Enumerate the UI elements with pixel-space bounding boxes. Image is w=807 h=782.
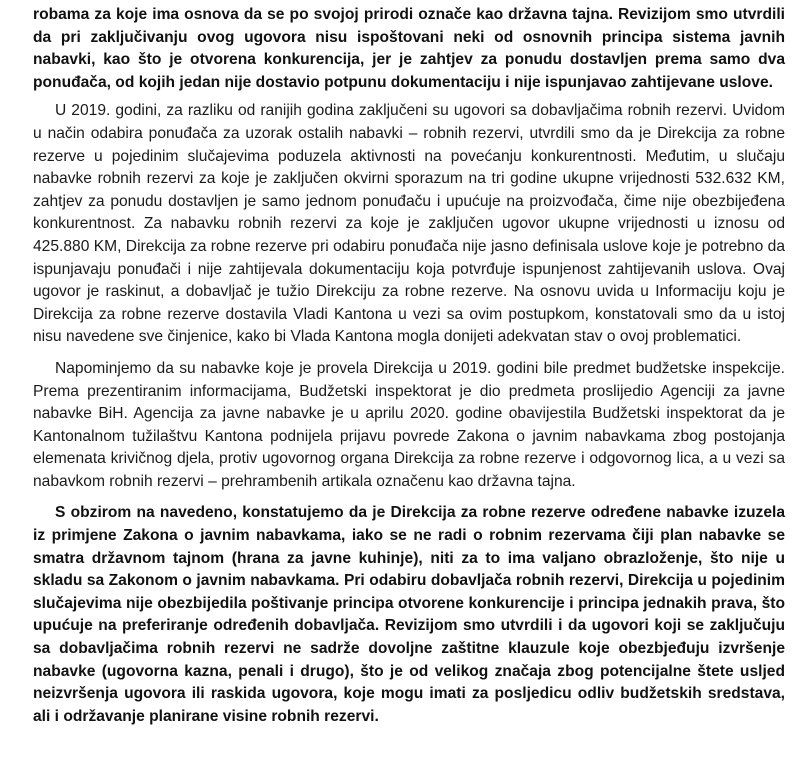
paragraph-budget-inspection: Napominjemo da su nabavke koje je provela Direkcija u 2019. godini bile predmet budžetske inspekcije. Prema prezentiranim informacijama, Budžetski inspektorat je dio predmeta proslijedio Agenciji za javne nabavke BiH. Agencija za javne nabavke je u aprilu 2020. godine obavijestila Budžetski inspektorat da je Kantonalnom tužilaštvu Kantona podnijela prijavu povrede Zakona o javnim nabavkama zbog postojanja elemenata krivičnog djela, protiv ugovornog organa Direkcija za robne rezerve i odgovornog lica, a u vezi sa nabavkom robnih rezervi – prehrambenih artikala označenu kao državna tajna. <box>33 359 785 490</box>
document-page <box>33 4 785 728</box>
paragraph-conclusion: S obzirom na navedeno, konstatujemo da je Direkcija za robne rezerve određene nabavke izuzela iz primjene Zakona o javnim nabavkama, iako se ne radi o robnim rezervama čiji plan nabavke se smatra državnom tajnom (hrana za javne kuhinje), niti za to ima valjano obrazloženje, što nije u skladu sa Zakonom o javnim nabavkama. Pri odabiru dobavljača robnih rezervi, Direkcija u pojedinim slučajevima nije obezbijedila poštivanje principa otvorene konkurencije i principa jednakih prava, što upućuje na preferiranje određenih dobavljača. Revizijom smo utvrdili i da ugovori koji se zaključuju sa dobavljačima robnih rezervi ne sadrže dovoljne zaštitne klauzule koje obezbjeđuju izvršenje nabavke (ugovorna kazna, penali i drugo), što je od velikog značaja zbog potencijalne štete usljed neizvršenja ugovora ili raskida ugovora, koje mogu imati za posljedicu odliv budžetskih sredstava, ali i održavanje planirane visine robnih rezervi. <box>33 504 785 725</box>
paragraph-continuation-finding: robama za koje ima osnova da se po svojoj prirodi označe kao državna tajna. Revizijom smo utvrdili da pri zaključivanju ovog ugovora nisu ispoštovani neki od osnovnih principa sistema javnih nabavki, kao što je otvorena konkurencija, jer je zahtjev za ponudu dostavljen prema samo dva ponuđača, od kojih jedan nije dostavio potpunu dokumentaciju i nije ispunjavao zahtijevane uslove. <box>33 6 785 91</box>
paragraph-commodity-reserve-contracts: U 2019. godini, za razliku od ranijih godina zaključeni su ugovori sa dobavljačima robnih rezervi. Uvidom u način odabira ponuđača za uzorak ostalih nabavki – robnih rezervi, utvrdili smo da je Direkcija za robne rezerve u pojedinim slučajevima poduzela aktivnosti na povećanju konkurentnosti. Međutim, u slučaju nabavke robnih rezervi za koje je zaključen okvirni sporazum na tri godine ukupne vrijednosti 532.632 KM, zahtjev za ponudu dostavljen je samo jednom ponuđaču i upućuje na proizvođača, čime nije obezbijeđena konkurentnost. Za nabavku robnih rezervi za koje je zaključen ugovor ukupne vrijednosti u iznosu od 425.880 KM, Direkcija za robne rezerve pri odabiru ponuđača nije jasno definisala uslove koje je potrebno da ispunjavaju ponuđači i nije zahtijevala dokumentaciju koja potvrđuje ispunjenost zahtijevanih uslova. Ovaj ugovor je raskinut, a dobavljač je tužio Direkciju za robne rezerve. Na osnovu uvida u Informaciju koju je Direkcija za robne rezerve dostavila Vladi Kantona u vezi sa ovim postupkom, konstatovali smo da u istoj nisu navedene sve činjenice, kako bi Vlada Kantona mogla donijeti adekvatan stav o ovoj problematici. <box>33 102 785 346</box>
